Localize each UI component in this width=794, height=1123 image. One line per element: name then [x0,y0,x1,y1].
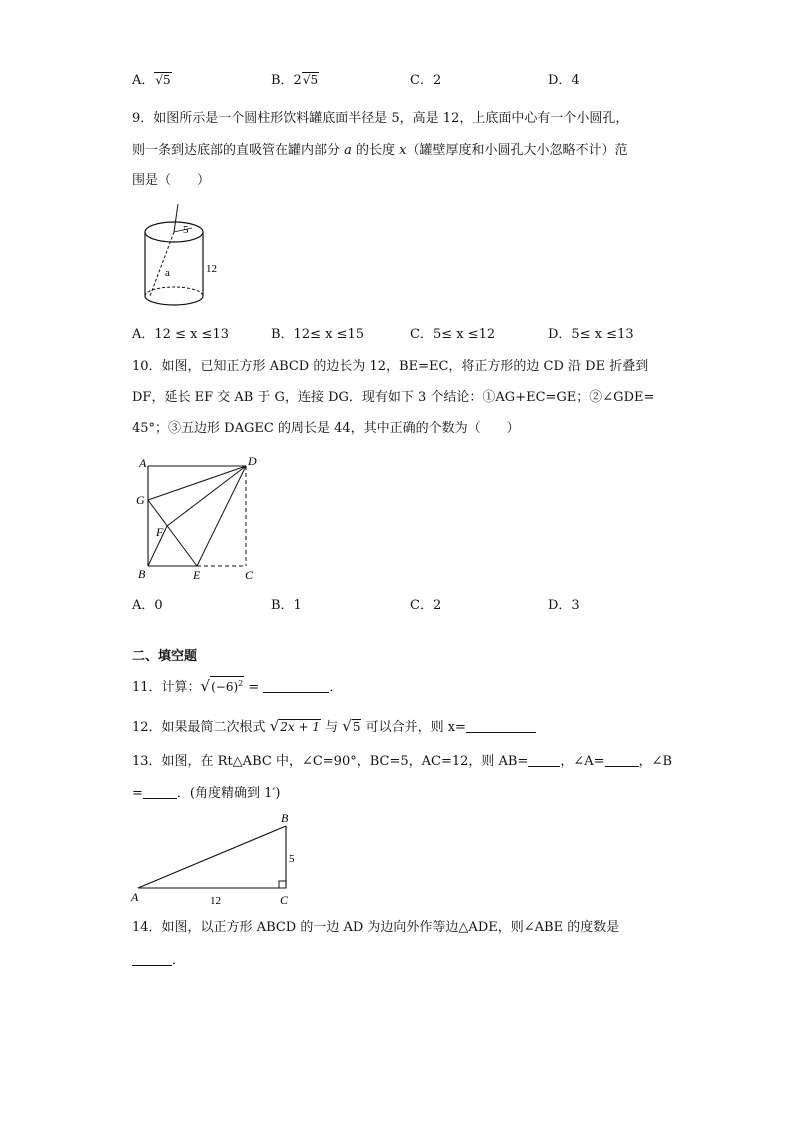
q13-angle-b-blank[interactable] [143,785,177,799]
svg-text:a: a [165,267,170,279]
cylinder-figure [132,200,232,312]
svg-text:C: C [280,893,289,907]
svg-text:12: 12 [206,263,217,275]
q9-line-3: 围是（ ） [132,173,211,188]
q8-option-b: B．2√5 [271,73,319,88]
q11-line: 11．计算：$√(-6)^2$ = ． [132,677,343,695]
svg-text:F: F [156,525,164,539]
svg-text:A: A [131,890,139,904]
q10-option-a: A．0 [132,598,163,613]
q13-line-2: = ．(角度精确到 1′) [132,786,281,801]
square-fold-figure [132,452,272,584]
svg-text:12: 12 [210,895,221,907]
q12-line: 12．如果最简二次根式 √2x + 1 与 √5 可以合并，则 x= [132,717,536,737]
q10-option-c: C．2 [410,598,442,613]
q10-line-1: 10．如图，已知正方形 ABCD 的边长为 12，BE=EC，将正方形的边 CD 沿 DE 折叠到 [132,359,649,374]
svg-text:E: E [193,568,201,582]
q8-option-c: C．2 [410,73,442,88]
q11-answer-blank[interactable] [263,679,329,693]
svg-text:D: D [248,454,257,468]
q10-option-b: B．1 [271,598,302,613]
q9-line-1: 9．如图所示是一个圆柱形饮料罐底面半径是 5，高是 12，上底面中心有一个小圆孔， [132,111,629,126]
q9-option-c: C．5≤ x ≤12 [410,327,496,342]
q13-ab-blank[interactable] [528,753,560,767]
section-heading: 二、填空题 [132,649,198,664]
svg-text:5: 5 [183,224,189,236]
svg-text:G: G [136,493,145,507]
q9-line-2: 则一条到达底部的直吸管在罐内部分 a 的长度 x（罐壁厚度和小圆孔大小忽略不计）范 [132,143,628,158]
q10-line-3: 45°；③五边形 DAGEC 的周长是 44，其中正确的个数为（ ） [132,421,520,436]
q14-answer-blank[interactable] [132,952,172,966]
q8-option-a: A．√5 [132,73,171,88]
q14-line-1: 14．如图，以正方形 ABCD 的一边 AD 为边向外作等边△ADE，则∠ABE 的度数是 [132,920,620,935]
q8-option-d: D．4 [548,73,580,88]
q13-line-1: 13．如图，在 Rt△ABC 中，∠C=90°，BC=5，AC=12，则 AB= ，∠A= ，∠B [132,754,673,769]
right-triangle-figure [128,808,308,910]
svg-text:A: A [139,456,147,470]
q10-option-d: D．3 [548,598,580,613]
q9-option-a: A．12 ≤ x ≤13 [132,327,229,342]
svg-text:5: 5 [289,853,295,865]
q14-line-2: ． [132,952,185,970]
q13-angle-a-blank[interactable] [605,753,639,767]
q9-option-d: D．5≤ x ≤13 [548,327,634,342]
q10-line-2: DF，延长 EF 交 AB 于 G，连接 DG．现有如下 3 个结论：①AG+EC=GE；②∠GDE= [132,390,655,405]
svg-text:B: B [281,811,289,825]
svg-text:C: C [245,568,254,582]
q12-answer-blank[interactable] [466,719,536,733]
q9-option-b: B．12≤ x ≤15 [271,327,365,342]
svg-text:B: B [138,567,146,581]
